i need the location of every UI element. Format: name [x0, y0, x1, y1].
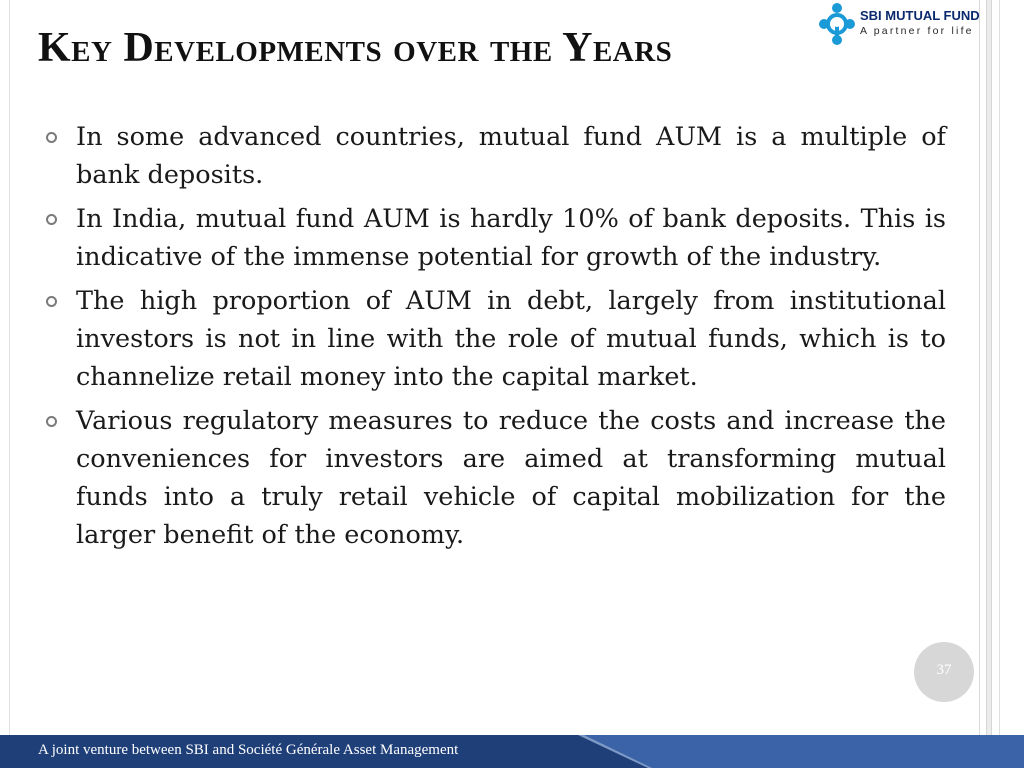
right-border-line-outer: [999, 0, 1000, 735]
right-border-line: [979, 0, 980, 735]
logo-tagline: A partner for life: [860, 25, 974, 37]
bullet-text: In India, mutual fund AUM is hardly 10% of bank deposits. This is indicative of the immense potential for growth of the industry.: [76, 204, 946, 272]
footer-bar: [0, 735, 1024, 768]
slide-title: Key Developments over the Years: [38, 25, 673, 71]
bullet-text: The high proportion of AUM in debt, largely from institutional investors is not in line with the role of mutual funds, which is to channelize retail money into the capital market.: [76, 286, 946, 392]
list-item: [44, 200, 946, 276]
sbi-keyhole-logo-icon: [818, 2, 856, 48]
hollow-circle-bullet-icon: [46, 132, 57, 143]
bullet-text: In some advanced countries, mutual fund AUM is a multiple of bank deposits.: [76, 122, 946, 190]
bullet-text: Various regulatory measures to reduce the costs and increase the conveniences for investors are aimed at transforming mutual funds into a truly retail vehicle of capital mobilization for the larger benefit of the economy.: [76, 406, 946, 550]
page-number: 37: [936, 662, 952, 678]
list-item: [44, 402, 946, 554]
hollow-circle-bullet-icon: [46, 214, 57, 225]
right-border-band: [986, 0, 992, 735]
bullet-list: [44, 118, 946, 560]
left-border: [0, 0, 10, 735]
sbi-mutual-fund-logo: [818, 2, 984, 48]
footer-accent-shape: [578, 735, 1024, 768]
hollow-circle-bullet-icon: [46, 416, 57, 427]
footer-text: A joint venture between SBI and Société Générale Asset Management: [38, 742, 459, 758]
logo-name: SBI MUTUAL FUND: [860, 8, 980, 23]
list-item: [44, 118, 946, 194]
page-number-badge: [914, 642, 974, 702]
hollow-circle-bullet-icon: [46, 296, 57, 307]
list-item: [44, 282, 946, 396]
